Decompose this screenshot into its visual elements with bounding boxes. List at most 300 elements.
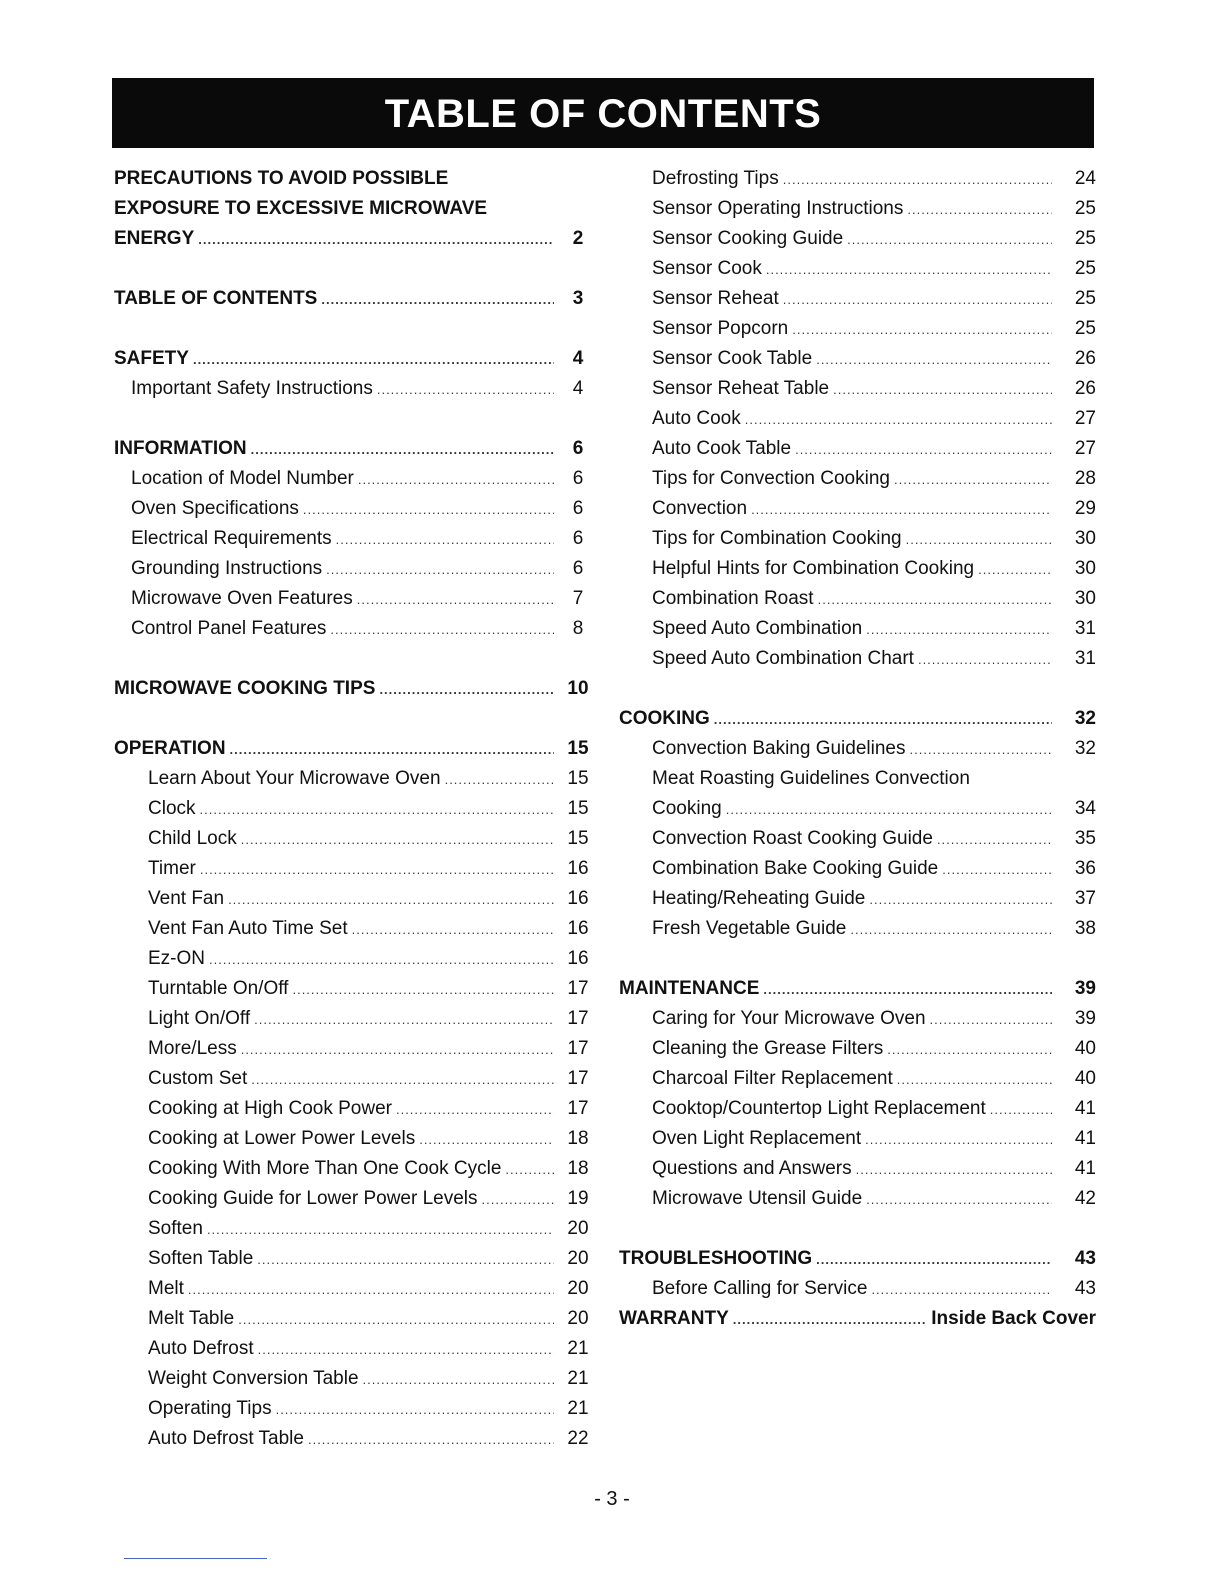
- entry-page-number: 32: [1074, 738, 1096, 759]
- dot-leader: [292, 975, 554, 1005]
- entry-title: SAFETY: [114, 348, 189, 369]
- entry-page-number: Inside Back Cover: [931, 1308, 1096, 1329]
- entry-title: Soften: [148, 1218, 203, 1239]
- entry-page-number: 6: [572, 528, 584, 549]
- dot-leader: [865, 1125, 1052, 1155]
- dot-leader: [276, 1395, 554, 1425]
- toc-entry[interactable]: [114, 764, 598, 794]
- dot-leader: [303, 495, 554, 525]
- entry-title: Oven Specifications: [131, 498, 299, 519]
- toc-section-entry[interactable]: [114, 734, 598, 764]
- toc-entry[interactable]: [619, 584, 1096, 614]
- entry-page-number: 27: [1074, 438, 1096, 459]
- dot-leader: [907, 195, 1052, 225]
- toc-column-left: [114, 164, 598, 1454]
- toc-entry[interactable]: [114, 494, 598, 524]
- dot-leader: [887, 1035, 1052, 1065]
- entry-title: TROUBLESHOOTING: [619, 1248, 813, 1269]
- entry-page-number: 19: [567, 1188, 589, 1209]
- entry-page-number: 17: [567, 978, 589, 999]
- dot-leader: [937, 825, 1052, 855]
- entry-title: MICROWAVE COOKING TIPS: [114, 678, 376, 699]
- entry-title: Sensor Cooking Guide: [652, 228, 844, 249]
- toc-section-entry[interactable]: [114, 674, 598, 704]
- entry-page-number: 16: [567, 918, 589, 939]
- dot-leader: [207, 1215, 554, 1245]
- dot-leader: [910, 735, 1053, 765]
- dot-leader: [795, 435, 1052, 465]
- dot-leader: [897, 1065, 1052, 1095]
- toc-entry[interactable]: [619, 434, 1096, 464]
- entry-title: Tips for Combination Cooking: [652, 528, 902, 549]
- entry-page-number: 15: [567, 738, 589, 759]
- entry-title: Melt Table: [148, 1308, 235, 1329]
- entry-page-number: 17: [567, 1098, 589, 1119]
- entry-page-number: 18: [567, 1158, 589, 1179]
- entry-title: Clock: [148, 798, 196, 819]
- toc-entry[interactable]: [619, 554, 1096, 584]
- toc-entry[interactable]: [114, 1244, 598, 1274]
- entry-page-number: 40: [1074, 1038, 1096, 1059]
- toc-entry[interactable]: [619, 524, 1096, 554]
- divider: [124, 1558, 267, 1559]
- toc-entry[interactable]: [619, 1274, 1096, 1304]
- entry-page-number: 6: [572, 558, 584, 579]
- entry-title: Custom Set: [148, 1068, 248, 1089]
- dot-leader: [230, 735, 554, 765]
- dot-leader: [193, 345, 554, 375]
- entry-title: Timer: [148, 858, 196, 879]
- dot-leader: [200, 795, 554, 825]
- entry-title: Convection Roast Cooking Guide: [652, 828, 933, 849]
- entry-title: Meat Roasting Guidelines Convection: [652, 768, 970, 789]
- spacer: [619, 1214, 1096, 1244]
- entry-page-number: 25: [1074, 198, 1096, 219]
- entry-title: Cooking With More Than One Cook Cycle: [148, 1158, 502, 1179]
- entry-title: Cooking: [652, 798, 722, 819]
- toc-entry[interactable]: [619, 1094, 1096, 1124]
- toc-entry[interactable]: [114, 1154, 598, 1184]
- entry-page-number: 37: [1074, 888, 1096, 909]
- toc-entry[interactable]: [619, 404, 1096, 434]
- dot-leader: [251, 435, 554, 465]
- entry-page-number: 27: [1074, 408, 1096, 429]
- entry-page-number: 6: [572, 498, 584, 519]
- entry-title: Auto Cook: [652, 408, 741, 429]
- toc-entry[interactable]: [114, 1364, 598, 1394]
- dot-leader: [894, 465, 1052, 495]
- entry-page-number: 16: [567, 858, 589, 879]
- toc-entry[interactable]: [114, 1424, 598, 1454]
- dot-leader: [379, 675, 554, 705]
- toc-section-entry[interactable]: [114, 344, 598, 374]
- dot-leader: [363, 1365, 554, 1395]
- entry-page-number: 25: [1074, 318, 1096, 339]
- entry-page-number: 7: [572, 588, 584, 609]
- entry-page-number: 25: [1074, 258, 1096, 279]
- dot-leader: [198, 225, 554, 255]
- spacer: [114, 314, 598, 344]
- toc-entry[interactable]: [619, 884, 1096, 914]
- toc-entry[interactable]: [619, 314, 1096, 344]
- entry-page-number: 15: [567, 768, 589, 789]
- entry-title: Convection: [652, 498, 748, 519]
- toc-entry[interactable]: [114, 824, 598, 854]
- entry-title: Fresh Vegetable Guide: [652, 918, 847, 939]
- dot-leader: [978, 555, 1052, 585]
- spacer: [619, 944, 1096, 974]
- entry-page-number: 3: [572, 288, 584, 309]
- toc-entry[interactable]: [114, 554, 598, 584]
- entry-page-number: 41: [1074, 1098, 1096, 1119]
- toc-section-entry[interactable]: [619, 1304, 1096, 1334]
- entry-title: Heating/Reheating Guide: [652, 888, 866, 909]
- entry-page-number: 39: [1074, 1008, 1096, 1029]
- entry-title: Vent Fan Auto Time Set: [148, 918, 348, 939]
- dot-leader: [188, 1275, 554, 1305]
- entry-title: Auto Defrost: [148, 1338, 254, 1359]
- toc-entry[interactable]: [114, 1004, 598, 1034]
- toc-entry[interactable]: [114, 614, 598, 644]
- dot-leader: [816, 345, 1052, 375]
- entry-page-number: 6: [572, 468, 584, 489]
- dot-leader: [200, 855, 554, 885]
- toc-entry[interactable]: [114, 1064, 598, 1094]
- entry-title: TABLE OF CONTENTS: [114, 288, 318, 309]
- spacer: [114, 644, 598, 674]
- entry-page-number: 20: [567, 1278, 589, 1299]
- entry-title: Ez-ON: [148, 948, 205, 969]
- entry-page-number: 4: [572, 348, 584, 369]
- toc-entry[interactable]: [114, 974, 598, 1004]
- entry-page-number: 43: [1074, 1248, 1096, 1269]
- entry-page-number: 41: [1074, 1158, 1096, 1179]
- dot-leader: [930, 1005, 1052, 1035]
- dot-leader: [482, 1185, 554, 1215]
- dot-leader: [766, 255, 1052, 285]
- dot-leader: [326, 555, 554, 585]
- entry-page-number: 36: [1074, 858, 1096, 879]
- entry-title: Sensor Reheat Table: [652, 378, 830, 399]
- entry-title: Auto Cook Table: [652, 438, 792, 459]
- dot-leader: [358, 465, 554, 495]
- entry-page-number: 26: [1074, 348, 1096, 369]
- toc-section-entry[interactable]: [114, 224, 598, 254]
- toc-entry[interactable]: [114, 1304, 598, 1334]
- page-title: TABLE OF CONTENTS: [112, 78, 1094, 148]
- toc-entry[interactable]: [114, 1124, 598, 1154]
- toc-entry[interactable]: [114, 884, 598, 914]
- entry-title: Control Panel Features: [131, 618, 327, 639]
- entry-page-number: 18: [567, 1128, 589, 1149]
- entry-title: INFORMATION: [114, 438, 247, 459]
- entry-title: PRECAUTIONS TO AVOID POSSIBLE: [114, 168, 449, 189]
- entry-title: Microwave Oven Features: [131, 588, 353, 609]
- toc-entry[interactable]: [619, 914, 1096, 944]
- entry-title: Microwave Utensil Guide: [652, 1188, 863, 1209]
- entry-page-number: 25: [1074, 288, 1096, 309]
- entry-page-number: 35: [1074, 828, 1096, 849]
- toc-entry[interactable]: [619, 344, 1096, 374]
- toc-entry[interactable]: [114, 1034, 598, 1064]
- entry-title: Grounding Instructions: [131, 558, 323, 579]
- entry-title: Operating Tips: [148, 1398, 272, 1419]
- entry-title: Combination Bake Cooking Guide: [652, 858, 939, 879]
- toc-entry[interactable]: [619, 614, 1096, 644]
- entry-title: Oven Light Replacement: [652, 1128, 862, 1149]
- entry-page-number: 15: [567, 798, 589, 819]
- entry-title: Cooking Guide for Lower Power Levels: [148, 1188, 478, 1209]
- entry-title: Location of Model Number: [131, 468, 354, 489]
- entry-title: OPERATION: [114, 738, 226, 759]
- entry-title: Charcoal Filter Replacement: [652, 1068, 893, 1089]
- toc-entry[interactable]: [619, 824, 1096, 854]
- entry-page-number: 20: [567, 1308, 589, 1329]
- dot-leader: [726, 795, 1052, 825]
- spacer: [619, 674, 1096, 704]
- dot-leader: [254, 1005, 554, 1035]
- entry-page-number: 30: [1074, 588, 1096, 609]
- toc-column-right: [619, 164, 1096, 1334]
- dot-leader: [833, 375, 1052, 405]
- toc-entry[interactable]: [114, 794, 598, 824]
- toc-entry[interactable]: [619, 734, 1096, 764]
- entry-page-number: 26: [1074, 378, 1096, 399]
- toc-entry[interactable]: [619, 1034, 1096, 1064]
- entry-title: Cooking at Lower Power Levels: [148, 1128, 416, 1149]
- dot-leader: [733, 1305, 927, 1335]
- entry-title: Melt: [148, 1278, 184, 1299]
- dot-leader: [352, 915, 554, 945]
- entry-title: EXPOSURE TO EXCESSIVE MICROWAVE: [114, 198, 488, 219]
- entry-page-number: 39: [1074, 978, 1096, 999]
- dot-leader: [336, 525, 554, 555]
- dot-leader: [321, 285, 554, 315]
- entry-title: Tips for Convection Cooking: [652, 468, 890, 489]
- entry-page-number: 29: [1074, 498, 1096, 519]
- dot-leader: [942, 855, 1052, 885]
- dot-leader: [792, 315, 1052, 345]
- entry-page-number: 21: [567, 1338, 589, 1359]
- dot-leader: [906, 525, 1052, 555]
- dot-leader: [990, 1095, 1052, 1125]
- toc-entry[interactable]: [114, 374, 598, 404]
- toc-entry[interactable]: [114, 1214, 598, 1244]
- toc-section-entry[interactable]: [619, 1244, 1096, 1274]
- dot-leader: [330, 615, 554, 645]
- toc-entry[interactable]: [619, 1004, 1096, 1034]
- toc-entry[interactable]: [619, 1124, 1096, 1154]
- toc-entry[interactable]: [114, 1094, 598, 1124]
- toc-section-entry[interactable]: [114, 164, 598, 194]
- entry-page-number: 8: [572, 618, 584, 639]
- toc-entry[interactable]: [619, 644, 1096, 674]
- dot-leader: [257, 1245, 554, 1275]
- entry-title: Helpful Hints for Combination Cooking: [652, 558, 975, 579]
- toc-entry[interactable]: [619, 284, 1096, 314]
- dot-leader: [357, 585, 554, 615]
- entry-title: Weight Conversion Table: [148, 1368, 359, 1389]
- dot-leader: [419, 1125, 554, 1155]
- entry-page-number: 22: [567, 1428, 589, 1449]
- toc-entry[interactable]: [114, 1274, 598, 1304]
- dot-leader: [714, 705, 1052, 735]
- entry-page-number: 24: [1074, 168, 1096, 189]
- toc-section-entry[interactable]: [114, 194, 598, 224]
- entry-page-number: 15: [567, 828, 589, 849]
- toc-entry[interactable]: [619, 464, 1096, 494]
- entry-title: Sensor Popcorn: [652, 318, 789, 339]
- toc-entry[interactable]: [619, 494, 1096, 524]
- entry-title: Cooking at High Cook Power: [148, 1098, 392, 1119]
- entry-title: Important Safety Instructions: [131, 378, 373, 399]
- dot-leader: [505, 1155, 554, 1185]
- entry-title: Auto Defrost Table: [148, 1428, 304, 1449]
- entry-page-number: 21: [567, 1368, 589, 1389]
- dot-leader: [396, 1095, 554, 1125]
- toc-entry[interactable]: [619, 224, 1096, 254]
- entry-title: Light On/Off: [148, 1008, 251, 1029]
- toc-entry[interactable]: [114, 944, 598, 974]
- dot-leader: [745, 405, 1052, 435]
- entry-title: Sensor Reheat: [652, 288, 779, 309]
- entry-page-number: 30: [1074, 528, 1096, 549]
- toc-entry[interactable]: [114, 464, 598, 494]
- toc-entry[interactable]: [619, 374, 1096, 404]
- dot-leader: [869, 885, 1052, 915]
- entry-page-number: 20: [567, 1218, 589, 1239]
- toc-entry[interactable]: [619, 164, 1096, 194]
- dot-leader: [241, 1035, 554, 1065]
- dot-leader: [377, 375, 554, 405]
- entry-title: Speed Auto Combination Chart: [652, 648, 914, 669]
- entry-title: WARRANTY: [619, 1308, 729, 1329]
- entry-title: Sensor Operating Instructions: [652, 198, 904, 219]
- entry-title: Vent Fan: [148, 888, 225, 909]
- dot-leader: [866, 615, 1052, 645]
- dot-leader: [847, 225, 1052, 255]
- entry-page-number: 41: [1074, 1128, 1096, 1149]
- entry-title: Convection Baking Guidelines: [652, 738, 906, 759]
- entry-title: Electrical Requirements: [131, 528, 332, 549]
- toc-section-entry[interactable]: [619, 974, 1096, 1004]
- entry-title: Defrosting Tips: [652, 168, 779, 189]
- entry-title: Sensor Cook: [652, 258, 762, 279]
- dot-leader: [308, 1425, 554, 1455]
- toc-entry[interactable]: [619, 1064, 1096, 1094]
- dot-leader: [251, 1065, 554, 1095]
- toc-entry[interactable]: [619, 1184, 1096, 1214]
- entry-page-number: 32: [1074, 708, 1096, 729]
- entry-title: Cleaning the Grease Filters: [652, 1038, 884, 1059]
- entry-title: COOKING: [619, 708, 710, 729]
- entry-page-number: 42: [1074, 1188, 1096, 1209]
- dot-leader: [763, 975, 1052, 1005]
- entry-page-number: 20: [567, 1248, 589, 1269]
- entry-page-number: 10: [567, 678, 589, 699]
- toc-entry[interactable]: [619, 254, 1096, 284]
- entry-page-number: 31: [1074, 648, 1096, 669]
- toc-entry[interactable]: [619, 854, 1096, 884]
- dot-leader: [445, 765, 554, 795]
- entry-title: Caring for Your Microwave Oven: [652, 1008, 926, 1029]
- toc-entry[interactable]: [114, 914, 598, 944]
- toc-section-entry[interactable]: [114, 434, 598, 464]
- entry-title: MAINTENANCE: [619, 978, 760, 999]
- dot-leader: [783, 165, 1052, 195]
- dot-leader: [818, 585, 1052, 615]
- entry-title: Before Calling for Service: [652, 1278, 868, 1299]
- toc-section-entry[interactable]: [619, 704, 1096, 734]
- entry-page-number: 38: [1074, 918, 1096, 939]
- toc-entry[interactable]: [114, 1334, 598, 1364]
- toc-entry[interactable]: [114, 854, 598, 884]
- dot-leader: [751, 495, 1052, 525]
- dot-leader: [918, 645, 1052, 675]
- entry-page-number: 34: [1074, 798, 1096, 819]
- toc-entry[interactable]: [114, 1394, 598, 1424]
- toc-entry[interactable]: [619, 764, 1096, 794]
- dot-leader: [783, 285, 1052, 315]
- entry-page-number: 17: [567, 1038, 589, 1059]
- entry-title: Soften Table: [148, 1248, 254, 1269]
- entry-page-number: 16: [567, 948, 589, 969]
- entry-page-number: 6: [572, 438, 584, 459]
- toc-entry[interactable]: [619, 1154, 1096, 1184]
- entry-page-number: 21: [567, 1398, 589, 1419]
- dot-leader: [228, 885, 554, 915]
- spacer: [114, 254, 598, 284]
- toc-entry[interactable]: [114, 524, 598, 554]
- spacer: [114, 704, 598, 734]
- dot-leader: [856, 1155, 1052, 1185]
- entry-title: Questions and Answers: [652, 1158, 852, 1179]
- entry-page-number: 31: [1074, 618, 1096, 639]
- entry-page-number: 43: [1074, 1278, 1096, 1299]
- entry-title: Learn About Your Microwave Oven: [148, 768, 441, 789]
- entry-title: Child Lock: [148, 828, 237, 849]
- dot-leader: [866, 1185, 1052, 1215]
- dot-leader: [258, 1335, 554, 1365]
- toc-section-entry[interactable]: [114, 284, 598, 314]
- toc-entry[interactable]: [619, 194, 1096, 224]
- entry-title: More/Less: [148, 1038, 237, 1059]
- entry-page-number: 30: [1074, 558, 1096, 579]
- dot-leader: [238, 1305, 554, 1335]
- toc-entry[interactable]: [114, 584, 598, 614]
- entry-page-number: 28: [1074, 468, 1096, 489]
- toc-entry[interactable]: [619, 794, 1096, 824]
- entry-title: Turntable On/Off: [148, 978, 289, 999]
- entry-title: ENERGY: [114, 228, 195, 249]
- dot-leader: [209, 945, 554, 975]
- entry-page-number: 25: [1074, 228, 1096, 249]
- entry-page-number: 17: [567, 1068, 589, 1089]
- dot-leader: [241, 825, 554, 855]
- entry-page-number: 16: [567, 888, 589, 909]
- entry-page-number: 17: [567, 1008, 589, 1029]
- entry-title: Combination Roast: [652, 588, 814, 609]
- entry-page-number: 2: [572, 228, 584, 249]
- entry-title: Speed Auto Combination: [652, 618, 863, 639]
- entry-title: Cooktop/Countertop Light Replacement: [652, 1098, 986, 1119]
- entry-title: Sensor Cook Table: [652, 348, 813, 369]
- entry-page-number: 40: [1074, 1068, 1096, 1089]
- dot-leader: [871, 1275, 1052, 1305]
- dot-leader: [850, 915, 1052, 945]
- entry-page-number: 4: [572, 378, 584, 399]
- toc-entry[interactable]: [114, 1184, 598, 1214]
